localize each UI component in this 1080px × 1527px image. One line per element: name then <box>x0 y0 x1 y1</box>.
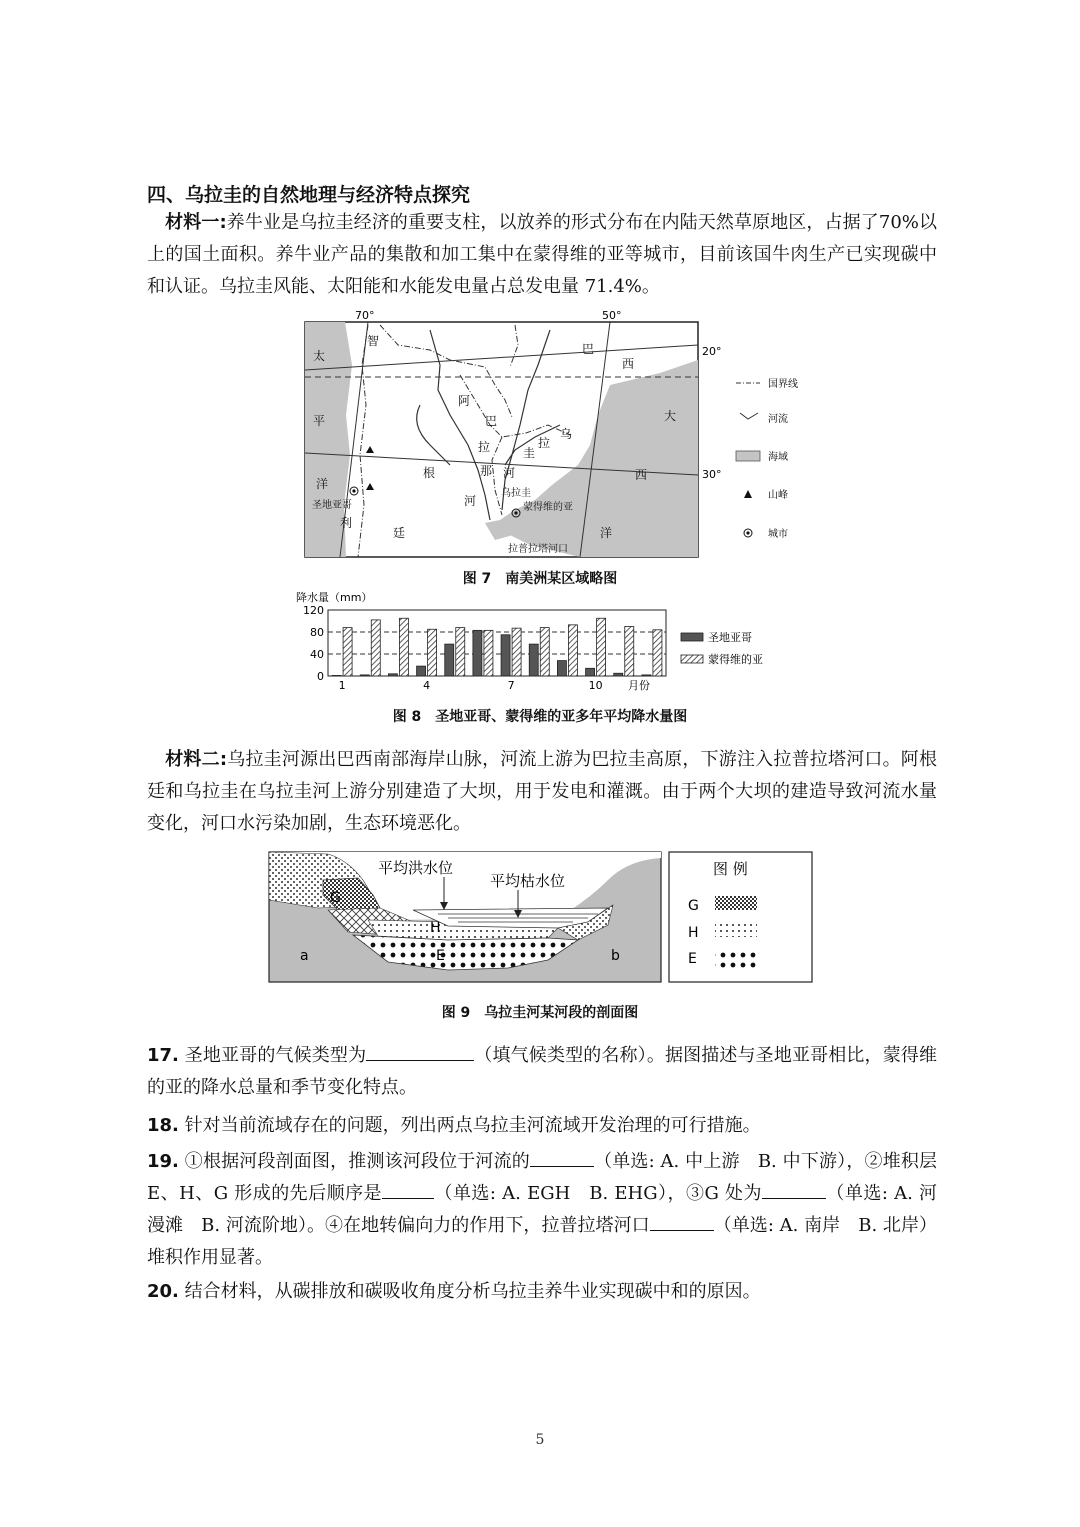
lon-label-50: 50° <box>602 309 622 322</box>
q19-text-2: （单选: A. 中上游 B. 中下游），②堆积层 E、H、G 形成的先后顺序是 <box>147 1151 937 1204</box>
label-xi2: 西 <box>635 468 648 482</box>
legend-river-label: 河流 <box>768 414 788 425</box>
legend-sea-icon <box>736 451 760 461</box>
material-one <box>147 207 937 303</box>
river-section-figure <box>268 850 814 985</box>
layer-e-label: E <box>436 948 445 964</box>
label-na: 那 <box>480 464 493 478</box>
legend-city-label: 城市 <box>768 529 788 540</box>
chart-ytick-label: 120 <box>303 604 324 617</box>
question-17 <box>147 1040 937 1104</box>
bar-santiago <box>445 644 454 676</box>
label-li: 利 <box>340 516 353 530</box>
map-caption: 图 7 南美洲某区域略图 <box>462 571 618 587</box>
bar-montevideo <box>540 628 549 676</box>
bar-montevideo <box>371 620 380 676</box>
label-plata: 拉普拉塔河口 <box>508 544 568 555</box>
legend-e-label: E <box>688 951 697 967</box>
bar-montevideo <box>597 618 606 676</box>
precipitation-chart <box>288 590 788 694</box>
label-he2: 河 <box>503 466 516 480</box>
label-ba2: 巴 <box>485 414 498 428</box>
section-legend-title: 图 例 <box>713 860 748 878</box>
bar-santiago <box>473 630 482 676</box>
lat-label-20: 20° <box>702 345 722 358</box>
bar-santiago <box>501 635 510 676</box>
bar-montevideo <box>568 625 577 676</box>
label-yang: 洋 <box>316 477 329 491</box>
legend-montevideo-swatch <box>681 655 703 663</box>
legend-peak-label: 山峰 <box>768 490 788 501</box>
q19-text-3: （单选: A. EGH B. EHG），③G 处为 <box>434 1183 762 1204</box>
material-two-text: 乌拉圭河源出巴西南部海岸山脉，河流上游为巴拉圭高原，下游注入拉普拉塔河口。阿根廷和乌拉圭在乌拉圭河上游分别建造了大坝，用于发电和灌溉。由于两个大坝的建造导致河流水量变化，河口水污染加剧，生态环境恶化。 <box>147 749 938 834</box>
bar-santiago <box>557 661 566 676</box>
bar-montevideo <box>653 630 662 676</box>
chart-ytick-label: 40 <box>310 648 324 661</box>
legend-h-swatch <box>715 923 757 937</box>
label-ting: 廷 <box>393 526 406 540</box>
label-tai: 太 <box>313 349 326 363</box>
q17-text-2: （填气候类型的名称）。据图描述与圣地亚哥相比，蒙得维的亚的降水总量和季节变化特点。 <box>147 1045 937 1098</box>
question-19 <box>147 1146 937 1274</box>
label-montevideo: 蒙得维的亚 <box>523 502 573 513</box>
label-he: 河 <box>464 494 477 508</box>
bar-montevideo <box>428 629 437 676</box>
label-uruguay: 乌拉圭 <box>501 488 531 499</box>
q19-blank-2[interactable] <box>382 1178 434 1199</box>
page-number: 5 <box>535 1432 545 1448</box>
label-zhi: 智 <box>367 334 380 348</box>
label-wu: 乌 <box>560 427 573 441</box>
bar-montevideo <box>343 628 352 676</box>
chart-ytick-label: 80 <box>310 626 324 639</box>
bar-montevideo <box>399 618 408 676</box>
q19-text-4: （单选: A. 河漫滩 B. 河流阶地）。④在地转偏向力的作用下，拉普拉塔河口 <box>147 1183 938 1236</box>
bar-santiago <box>586 668 595 676</box>
bar-santiago <box>332 675 341 676</box>
chart-ytick-label: 0 <box>317 670 324 683</box>
label-la2: 拉 <box>538 436 551 450</box>
q19-number: 19. <box>147 1151 179 1172</box>
q17-number: 17. <box>147 1045 179 1066</box>
south-america-map <box>280 305 820 567</box>
chart-xtick-label: 1 <box>338 679 346 692</box>
map-legend <box>736 377 798 540</box>
q19-blank-3[interactable] <box>762 1178 826 1199</box>
legend-sea-label: 海域 <box>768 452 788 463</box>
bar-montevideo <box>484 630 493 676</box>
label-ping: 平 <box>313 414 326 428</box>
chart-ylabel: 降水量（mm） <box>296 591 373 604</box>
legend-river-icon <box>740 413 758 419</box>
label-yang2: 洋 <box>600 526 613 540</box>
bank-b-label: b <box>611 948 620 964</box>
label-gen: 根 <box>423 466 436 480</box>
label-xi1: 西 <box>622 357 635 371</box>
layer-h-label: H <box>430 920 441 936</box>
flood-level-label: 平均洪水位 <box>378 859 454 877</box>
material-one-lead: 材料一: <box>165 212 227 233</box>
chart-xtick-label: 4 <box>423 679 431 692</box>
legend-santiago-swatch <box>681 633 703 641</box>
bar-montevideo <box>512 628 521 676</box>
bar-santiago <box>529 644 538 676</box>
material-two-lead: 材料二: <box>165 749 228 770</box>
legend-e-swatch <box>715 948 757 970</box>
bar-montevideo <box>456 628 465 676</box>
bar-santiago <box>614 673 623 676</box>
material-one-text: 养牛业是乌拉圭经济的重要支柱，以放养的形式分布在内陆天然草原地区，占据了70%以上的国土面积。养牛业产品的集散和加工集中在蒙得维的亚等城市，目前该国牛肉生产已实现碳中和认证。乌拉圭风能、太阳能和水能发电量占总发电量 71.4%。 <box>147 212 938 297</box>
section-caption: 图 9 乌拉圭河某河段的剖面图 <box>441 1005 639 1021</box>
bar-santiago <box>642 675 651 676</box>
legend-g-swatch <box>715 896 757 910</box>
legend-peak-icon <box>744 490 752 498</box>
q19-text-5: （单选: A. 南岸 B. 北岸）堆积作用显著。 <box>147 1215 937 1268</box>
label-a: 阿 <box>458 394 471 408</box>
chart-xtick-label: 7 <box>507 679 515 692</box>
q19-text-1: ①根据河段剖面图，推测该河段位于河流的 <box>184 1151 530 1172</box>
q18-number: 18. <box>147 1115 179 1136</box>
q17-text-1: 圣地亚哥的气候类型为 <box>184 1045 367 1066</box>
bar-santiago <box>388 674 397 676</box>
q19-blank-1[interactable] <box>530 1146 594 1167</box>
q20-number: 20. <box>147 1281 179 1302</box>
lon-label-70: 70° <box>355 309 375 322</box>
q18-text: 针对当前流域存在的问题，列出两点乌拉圭河流域开发治理的可行措施。 <box>184 1115 761 1136</box>
legend-border-label: 国界线 <box>768 379 798 390</box>
layer-g-label: G <box>330 890 341 906</box>
chart-caption: 图 8 圣地亚哥、蒙得维的亚多年平均降水量图 <box>392 709 688 725</box>
legend-h-label: H <box>688 925 699 941</box>
chart-xtick-label: 10 <box>588 679 603 692</box>
material-two <box>147 744 937 840</box>
dry-level-label: 平均枯水位 <box>490 872 566 890</box>
question-20 <box>147 1276 937 1308</box>
label-ba1: 巴 <box>582 342 595 356</box>
label-santiago: 圣地亚哥 <box>312 500 352 511</box>
label-gui: 圭 <box>523 446 536 460</box>
bank-a-label: a <box>300 948 309 964</box>
q17-answer-blank[interactable] <box>366 1040 474 1061</box>
legend-montevideo-label: 蒙得维的亚 <box>708 653 763 666</box>
label-la1: 拉 <box>478 440 491 454</box>
q20-text: 结合材料，从碳排放和碳吸收角度分析乌拉圭养牛业实现碳中和的原因。 <box>184 1281 761 1302</box>
bar-santiago <box>360 675 369 676</box>
section-title: 四、乌拉圭的自然地理与经济特点探究 <box>147 184 471 206</box>
bar-montevideo <box>625 627 634 677</box>
bar-santiago <box>417 666 426 676</box>
lat-label-30: 30° <box>702 468 722 481</box>
question-18 <box>147 1110 937 1142</box>
legend-santiago-label: 圣地亚哥 <box>708 631 752 644</box>
legend-g-label: G <box>688 898 699 914</box>
q19-blank-4[interactable] <box>650 1210 714 1231</box>
label-da: 大 <box>664 409 677 423</box>
chart-xlabel: 月份 <box>628 679 650 692</box>
